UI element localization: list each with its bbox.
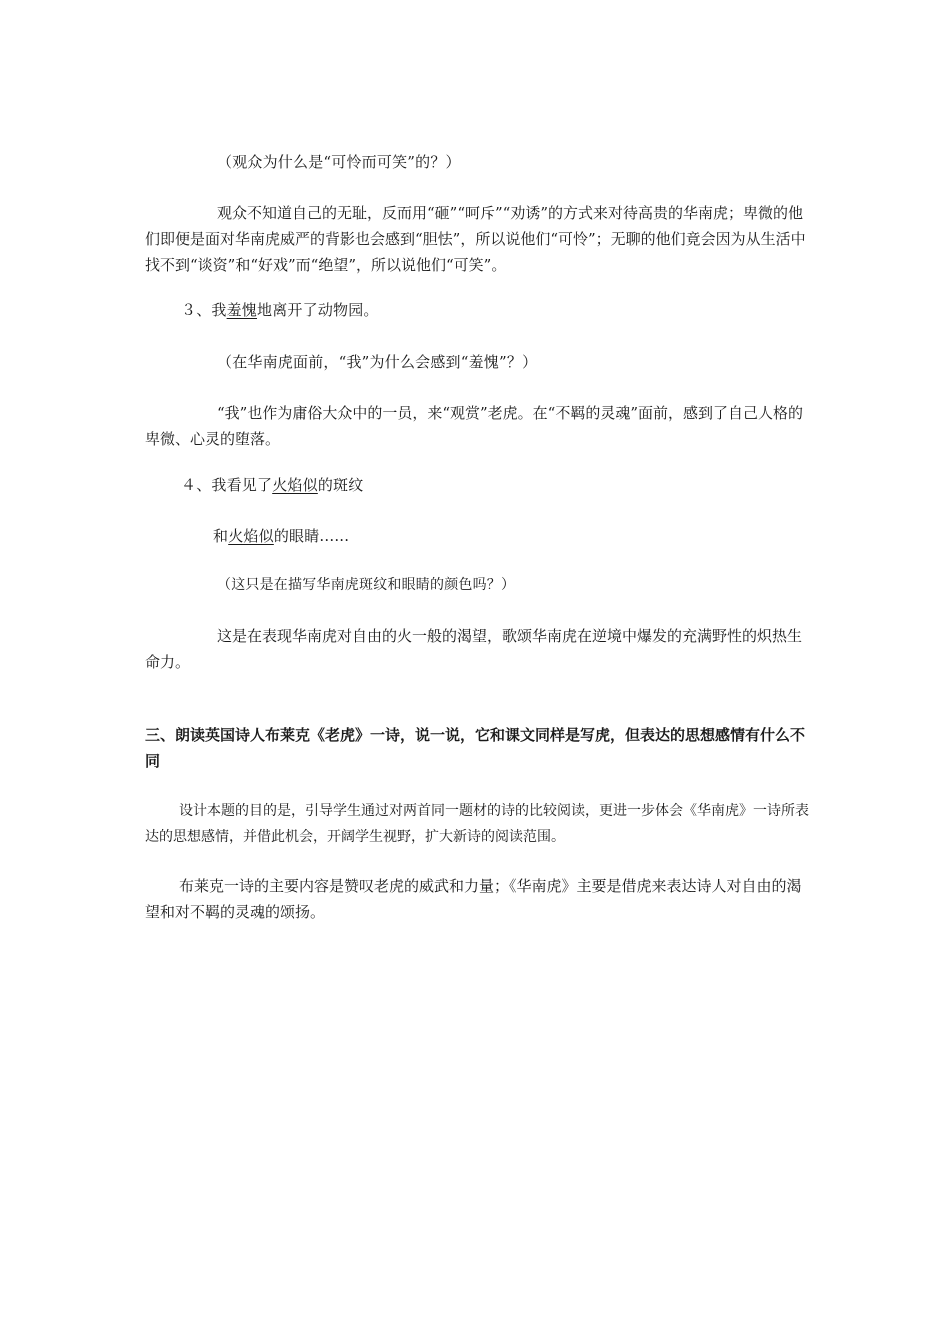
item-4-underlined: 火焰似 [272, 476, 318, 494]
item-4b-prefix: 和 [213, 527, 229, 545]
item-3-suffix: 地离开了动物园。 [257, 301, 379, 319]
section-3-paragraph-2: 布莱克一诗的主要内容是赞叹老虎的威武和力量；《华南虎》主要是借虎来表达诗人对自由的渴望和对不羁的灵魂的颂扬。 [145, 877, 802, 921]
item-4 [181, 473, 849, 497]
question-color: （这只是在描写华南虎斑纹和眼睛的颜色吗？） [217, 577, 516, 593]
item-3-prefix: ３、我 [181, 301, 227, 319]
section-3-heading: 三、朗读英国诗人布莱克《老虎》一诗，说一说，它和课文同样是写虎，但表达的思想感情有什么不同 [145, 726, 806, 770]
answer-color: 这是在表现华南虎对自由的火一般的渴望，歌颂华南虎在逆境中爆发的充满野性的炽热生命力。 [145, 627, 803, 671]
item-3 [181, 298, 849, 322]
item-4-prefix: ４、我看见了 [181, 476, 273, 494]
item-4b-underlined: 火焰似 [228, 527, 274, 545]
item-4-continued [213, 524, 881, 548]
answer-shame: “我”也作为庸俗大众中的一员，来“观赏”老虎。在“不羁的灵魂”面前，感到了自己人格的卑微、心灵的堕落。 [145, 404, 804, 448]
item-4b-suffix: 的眼睛...... [273, 527, 350, 545]
section-3-paragraph-1: 设计本题的目的是，引导学生通过对两首同一题材的诗的比较阅读，更进一步体会《华南虎》一诗所表达的思想感情，并借此机会，开阔学生视野，扩大新诗的阅读范围。 [145, 803, 809, 845]
answer-audience: 观众不知道自己的无耻，反而用“砸”“呵斥”“劝诱”的方式来对待高贵的华南虎；卑微的他们即便是面对华南虎威严的背影也会感到“胆怯”，所以说他们“可怜”；无聊的他们竟会因为从生活中找不到“谈资”和“好戏”而“绝望”，所以说他们“可笑”。 [145, 204, 806, 274]
question-shame: （在华南虎面前，“我”为什么会感到“羞愧”？） [217, 353, 538, 371]
question-audience: （观众为什么是“可怜而可笑”的？） [217, 153, 461, 171]
item-3-underlined: 羞愧 [226, 301, 258, 319]
item-4-suffix: 的斑纹 [317, 476, 364, 494]
